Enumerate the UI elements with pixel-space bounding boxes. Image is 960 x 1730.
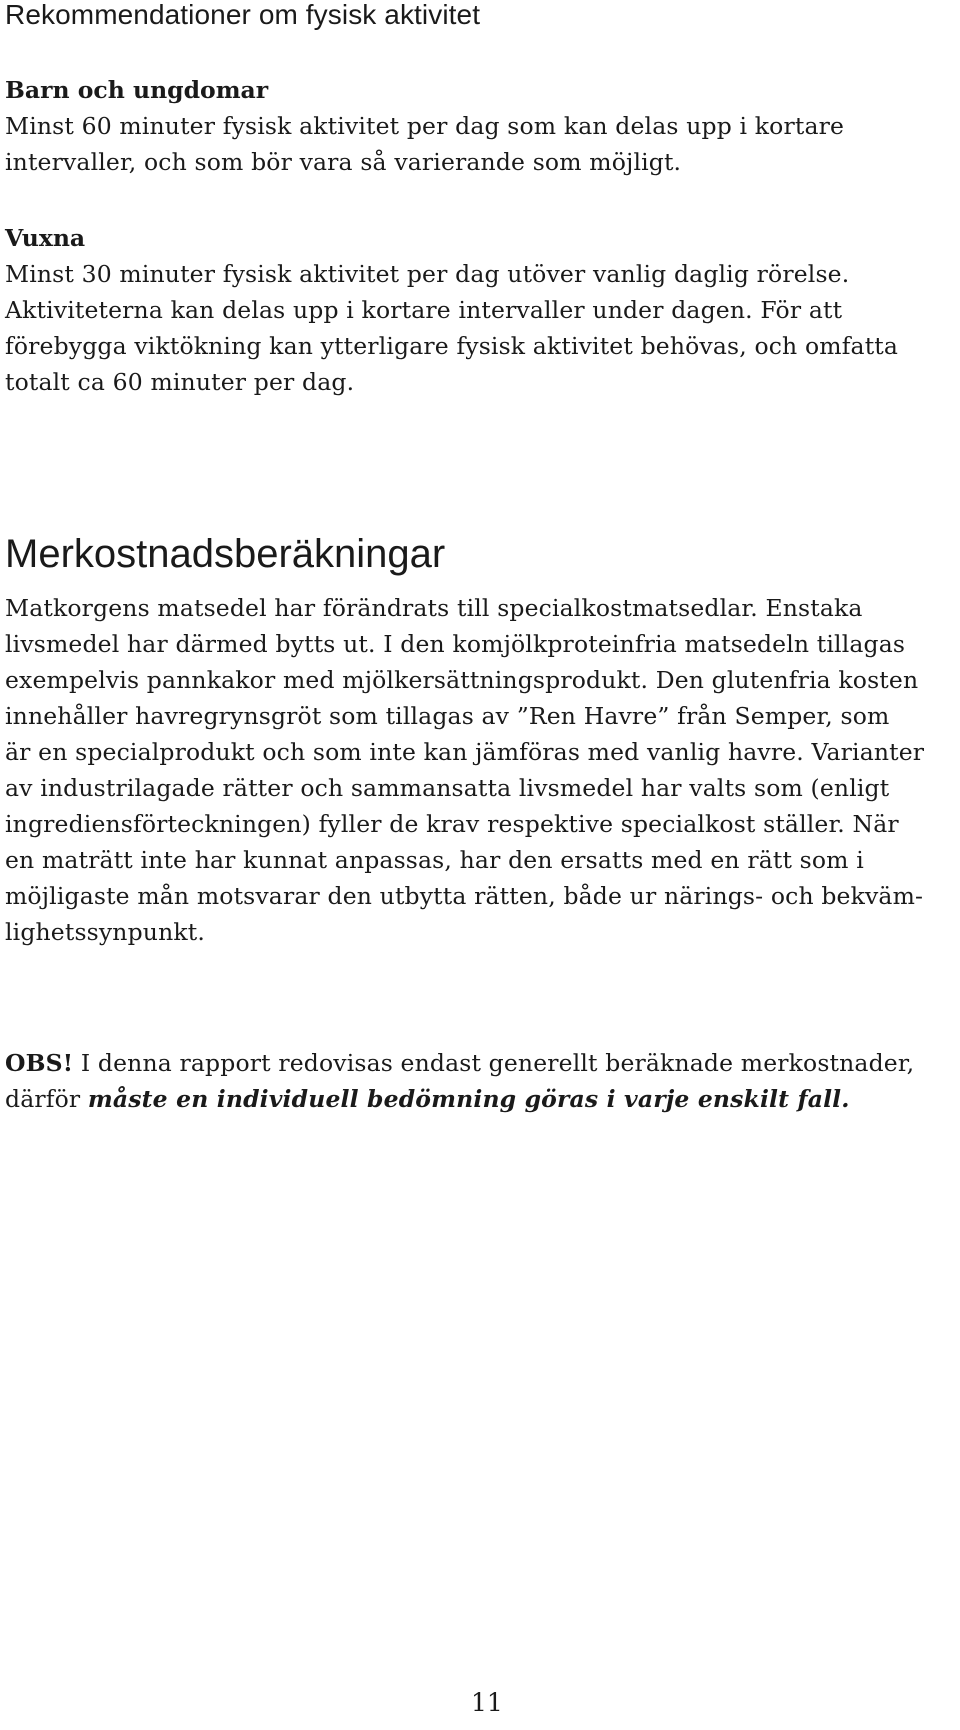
text-line: Minst 60 minuter fysisk aktivitet per dag som kan delas upp i kortare (5, 112, 845, 140)
text-line: innehåller havregrynsgröt som tillagas av ”Ren Havre” från Semper, som (5, 702, 890, 730)
obs-text-prefix: därför (5, 1085, 88, 1113)
subheading-adults: Vuxna (5, 224, 86, 252)
paragraph-children (5, 108, 950, 180)
text-line: förebygga viktökning kan ytterligare fysisk aktivitet behövas, och omfatta (5, 332, 899, 360)
text-line: möjligaste mån motsvarar den utbytta rätten, både ur närings- och bekväm- (5, 882, 924, 910)
section-children (5, 72, 950, 180)
page-number: 11 (471, 1688, 503, 1717)
text-line: ingrediensförteckningen) fyller de krav respektive specialkost ställer. När (5, 810, 899, 838)
page-title-cost-calculations: Merkostnadsberäkningar (5, 532, 446, 576)
text-line (5, 1045, 950, 1081)
section-heading-physical-activity: Rekommendationer om fysisk aktivitet (5, 0, 481, 30)
text-line: Matkorgens matsedel har förändrats till specialkostmatsedlar. Enstaka (5, 594, 863, 622)
paragraph-obs-note (5, 1045, 950, 1117)
section-cost-calculations (5, 590, 950, 950)
subheading-children: Barn och ungdomar (5, 76, 269, 104)
text-line: exempelvis pannkakor med mjölkersättningsprodukt. Den glutenfria kosten (5, 666, 919, 694)
text-line: livsmedel har därmed bytts ut. I den komjölkproteinfria matsedeln tillagas (5, 630, 906, 658)
text-line: intervaller, och som bör vara så varierande som möjligt. (5, 148, 682, 176)
obs-text: I denna rapport redovisas endast generellt beräknade merkostnader, (73, 1049, 915, 1077)
section-adults (5, 220, 950, 400)
paragraph-adults (5, 256, 950, 400)
paragraph-cost-calculations (5, 590, 950, 950)
obs-emphasis: måste en individuell bedömning göras i varje enskilt fall. (87, 1085, 850, 1113)
section-obs-note (5, 1045, 950, 1117)
text-line: en maträtt inte har kunnat anpassas, har den ersatts med en rätt som i (5, 846, 864, 874)
obs-label: OBS! (5, 1049, 74, 1077)
text-line: lighetssynpunkt. (5, 918, 205, 946)
text-line (5, 1081, 950, 1117)
text-line: är en specialprodukt och som inte kan jämföras med vanlig havre. Varianter (5, 738, 925, 766)
text-line: Aktiviteterna kan delas upp i kortare intervaller under dagen. För att (5, 296, 843, 324)
text-line: av industrilagade rätter och sammansatta livsmedel har valts som (enligt (5, 774, 890, 802)
text-line: Minst 30 minuter fysisk aktivitet per dag utöver vanlig daglig rörelse. (5, 260, 850, 288)
text-line: totalt ca 60 minuter per dag. (5, 368, 355, 396)
